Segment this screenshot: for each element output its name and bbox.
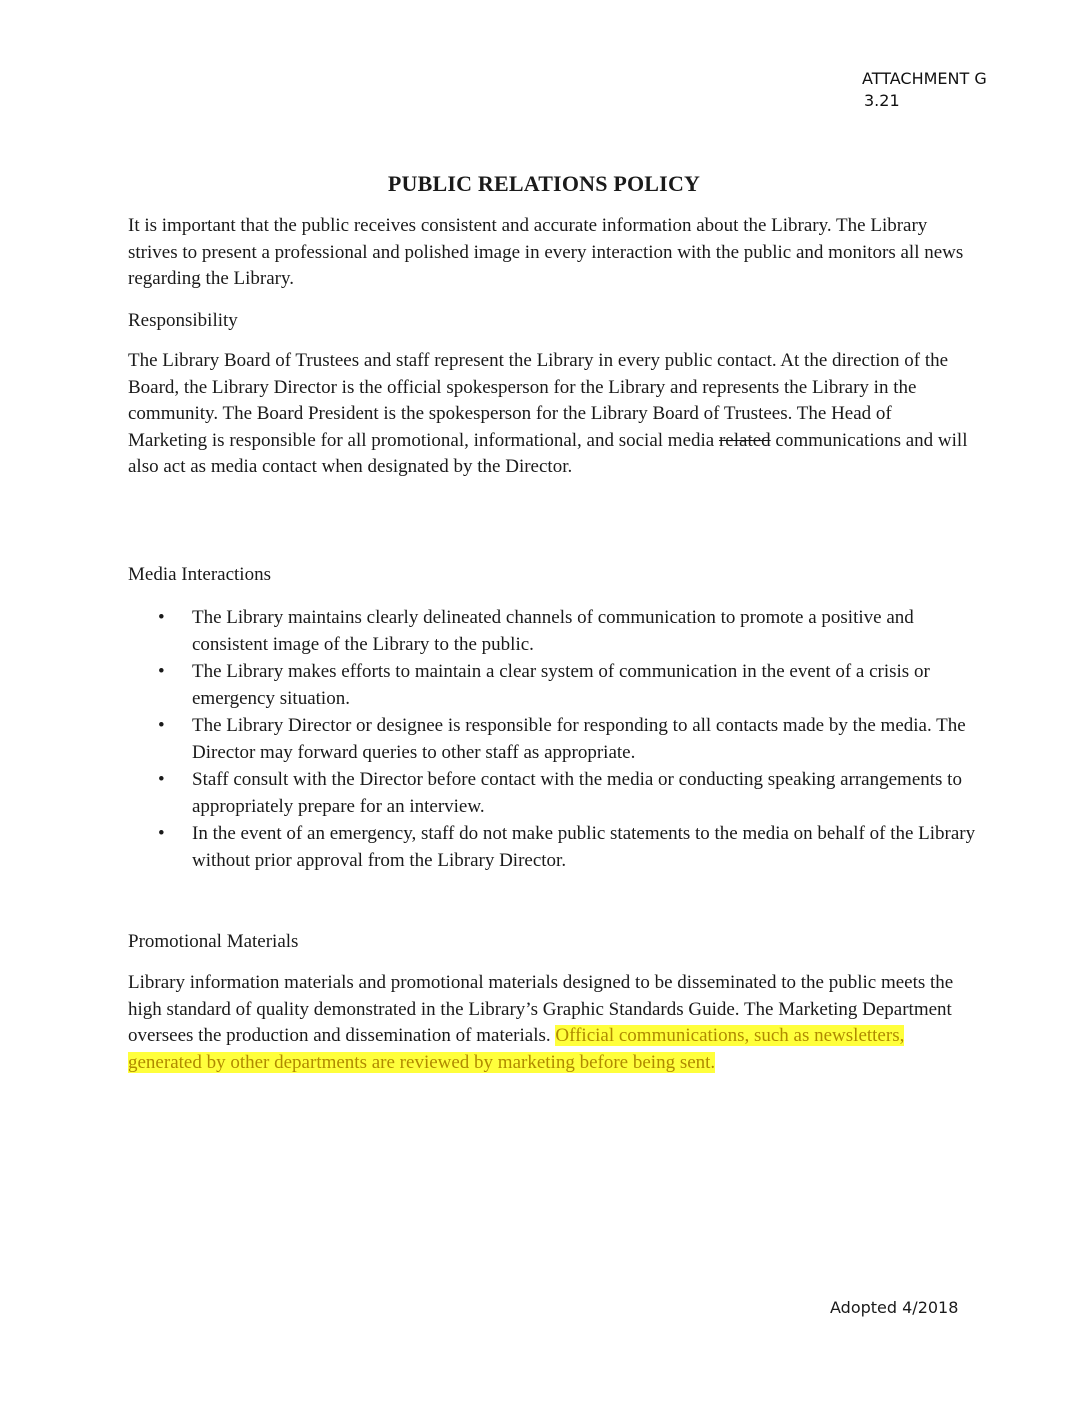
promotional-paragraph	[128, 970, 968, 1076]
responsibility-heading: Responsibility	[128, 310, 238, 331]
media-heading: Media Interactions	[128, 564, 271, 585]
attachment-label: ATTACHMENT G	[862, 69, 987, 88]
bullet-icon: •	[158, 823, 165, 844]
attachment-number: 3.21	[864, 91, 900, 110]
list-item	[128, 712, 978, 766]
highlighted-text: Official communications, such as newsletters, generated by other departments are reviewed by marketing before being sent.	[128, 1025, 905, 1073]
responsibility-text: The Library Board of Trustees and staff represent the Library in every public contact. At the direction of the Board, the Library Director is the official spokesperson for the Library and represents the Library in the community. The Board President is the spokesperson for the Library Board of Trustees. The Head of Marketing is responsible for all promotional, informational, and social media	[128, 350, 949, 451]
list-item-text: The Library makes efforts to maintain a clear system of communication in the event of a crisis or emergency situation.	[192, 661, 930, 709]
promotional-heading: Promotional Materials	[128, 931, 299, 952]
list-item-text: Staff consult with the Director before contact with the media or conducting speaking arrangements to appropriately prepare for an interview.	[192, 769, 962, 817]
bullet-icon: •	[158, 607, 165, 628]
struck-word: related	[718, 429, 771, 451]
bullet-icon: •	[158, 715, 165, 736]
responsibility-text-end: communications and will also act as media contact when designated by the Director.	[128, 429, 968, 477]
list-item	[128, 766, 978, 820]
attachment-header	[862, 68, 987, 112]
list-item	[128, 658, 978, 712]
list-item-text: The Library maintains clearly delineated channels of communication to promote a positive and consistent image of the Library to the public.	[192, 607, 914, 655]
intro-paragraph: It is important that the public receives consistent and accurate information about the Library. The Library strives to present a professional and polished image in every interaction with the public and monitors all news regarding the Library.	[128, 215, 964, 289]
responsibility-paragraph	[128, 348, 968, 481]
promotional-text: Library information materials and promotional materials designed to be disseminated to the public meets the high standard of quality demonstrated in the Library’s Graphic Standards Guide. The Marketing Department oversees the production and dissemination of materials.	[128, 972, 954, 1046]
bullet-icon: •	[158, 769, 165, 790]
adopted-date: Adopted 4/2018	[830, 1298, 959, 1317]
list-item	[128, 820, 978, 874]
list-item-text: The Library Director or designee is responsible for responding to all contacts made by the media. The Director may forward queries to other staff as appropriate.	[192, 715, 966, 763]
media-bullet-list	[128, 604, 978, 874]
bullet-icon: •	[158, 661, 165, 682]
list-item-text: In the event of an emergency, staff do not make public statements to the media on behalf of the Library without prior approval from the Library Director.	[192, 823, 976, 871]
list-item	[128, 604, 978, 658]
document-title: PUBLIC RELATIONS POLICY	[387, 171, 701, 196]
